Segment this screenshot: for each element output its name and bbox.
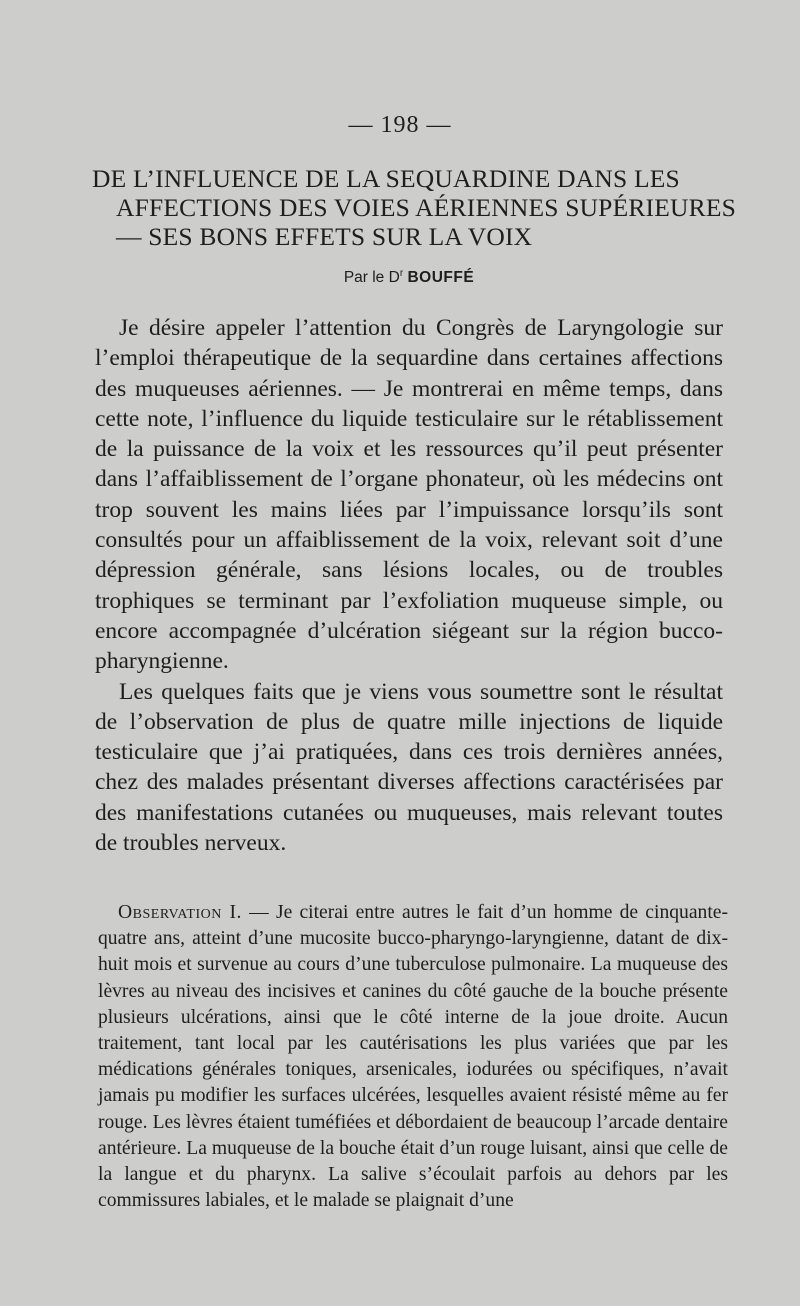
- author-byline: [0, 268, 800, 287]
- paragraph-2: Les quelques faits que je viens vous soumettre sont le résultat de l’observation de plus de quatre mille injections de liquide testiculaire que j’ai pratiquées, dans ces trois dernières années, chez des malades présentant diverses affections caractérisées par des manifestations cutanées ou muqueuses, mais relevant toutes de troubles nerveux.: [95, 678, 723, 857]
- article-body: [95, 313, 723, 858]
- title-line-1: DE L’INFLUENCE DE LA SEQUARDINE DANS LES: [92, 164, 680, 193]
- article-title: [92, 164, 737, 251]
- title-line-3: — SES BONS EFFETS SUR LA VOIX: [116, 222, 533, 251]
- observation-text: — Je citerai entre autres le fait d’un homme de cinquante-quatre ans, atteint d’une mucosite bucco-pharyngo-laryngienne, datant de dix-huit mois et survenue au cours d’une tuberculose pulmonaire. La muqueuse des lèvres au niveau des incisives et canines du côté gauche de la bouche présente plusieurs ulcérations, ainsi que le côté interne de la joue droite. Aucun traitement, tant local par les cautérisations les plus variées que par les médications générales toniques, arsenicales, iodurées ou spécifiques, n’avait jamais pu modifier les surfaces ulcérées, lesquelles avaient résisté même au fer rouge. Les lèvres étaient tuméfiées et débordaient de beaucoup l’arcade dentaire antérieure. La muqueuse de la bouche était d’un rouge luisant, ainsi que celle de la langue et du pharynx. La salive s’écoulait parfois au dehors par les commissures labiales, et le malade se plaignait d’une: [98, 902, 728, 1212]
- paragraph-1: Je désire appeler l’attention du Congrès de Laryngologie sur l’emploi thérapeutique de la sequardine dans certaines affections des muqueuses aériennes. — Je montrerai en même temps, dans cette note, l’influence du liquide testiculaire sur le rétablissement de la puissance de la voix et les ressources qu’il peut présenter dans l’affaiblissement de l’organe phonateur, où les médecins ont trop souvent les mains liées par l’impuissance lorsqu’ils sont consultés pour un affaiblissement de la voix, relevant soit d’une dépression générale, sans lésions locales, ou de troubles trophiques se terminant par l’exfoliation muqueuse simple, ou encore accompagnée d’ulcération siégeant sur la région bucco-pharyngienne.: [95, 315, 723, 675]
- page-number: — 198 —: [348, 112, 452, 138]
- observation-paragraph: [98, 900, 728, 1214]
- observation-lead: Observation I.: [118, 902, 242, 923]
- observation-section: [98, 900, 728, 1214]
- author-title-sup: r: [399, 268, 404, 279]
- title-line-2: AFFECTIONS DES VOIES AÉRIENNES SUPÉRIEURES: [116, 193, 737, 222]
- author-name: BOUFFÉ: [407, 269, 475, 287]
- author-prefix: Par le D: [343, 269, 400, 287]
